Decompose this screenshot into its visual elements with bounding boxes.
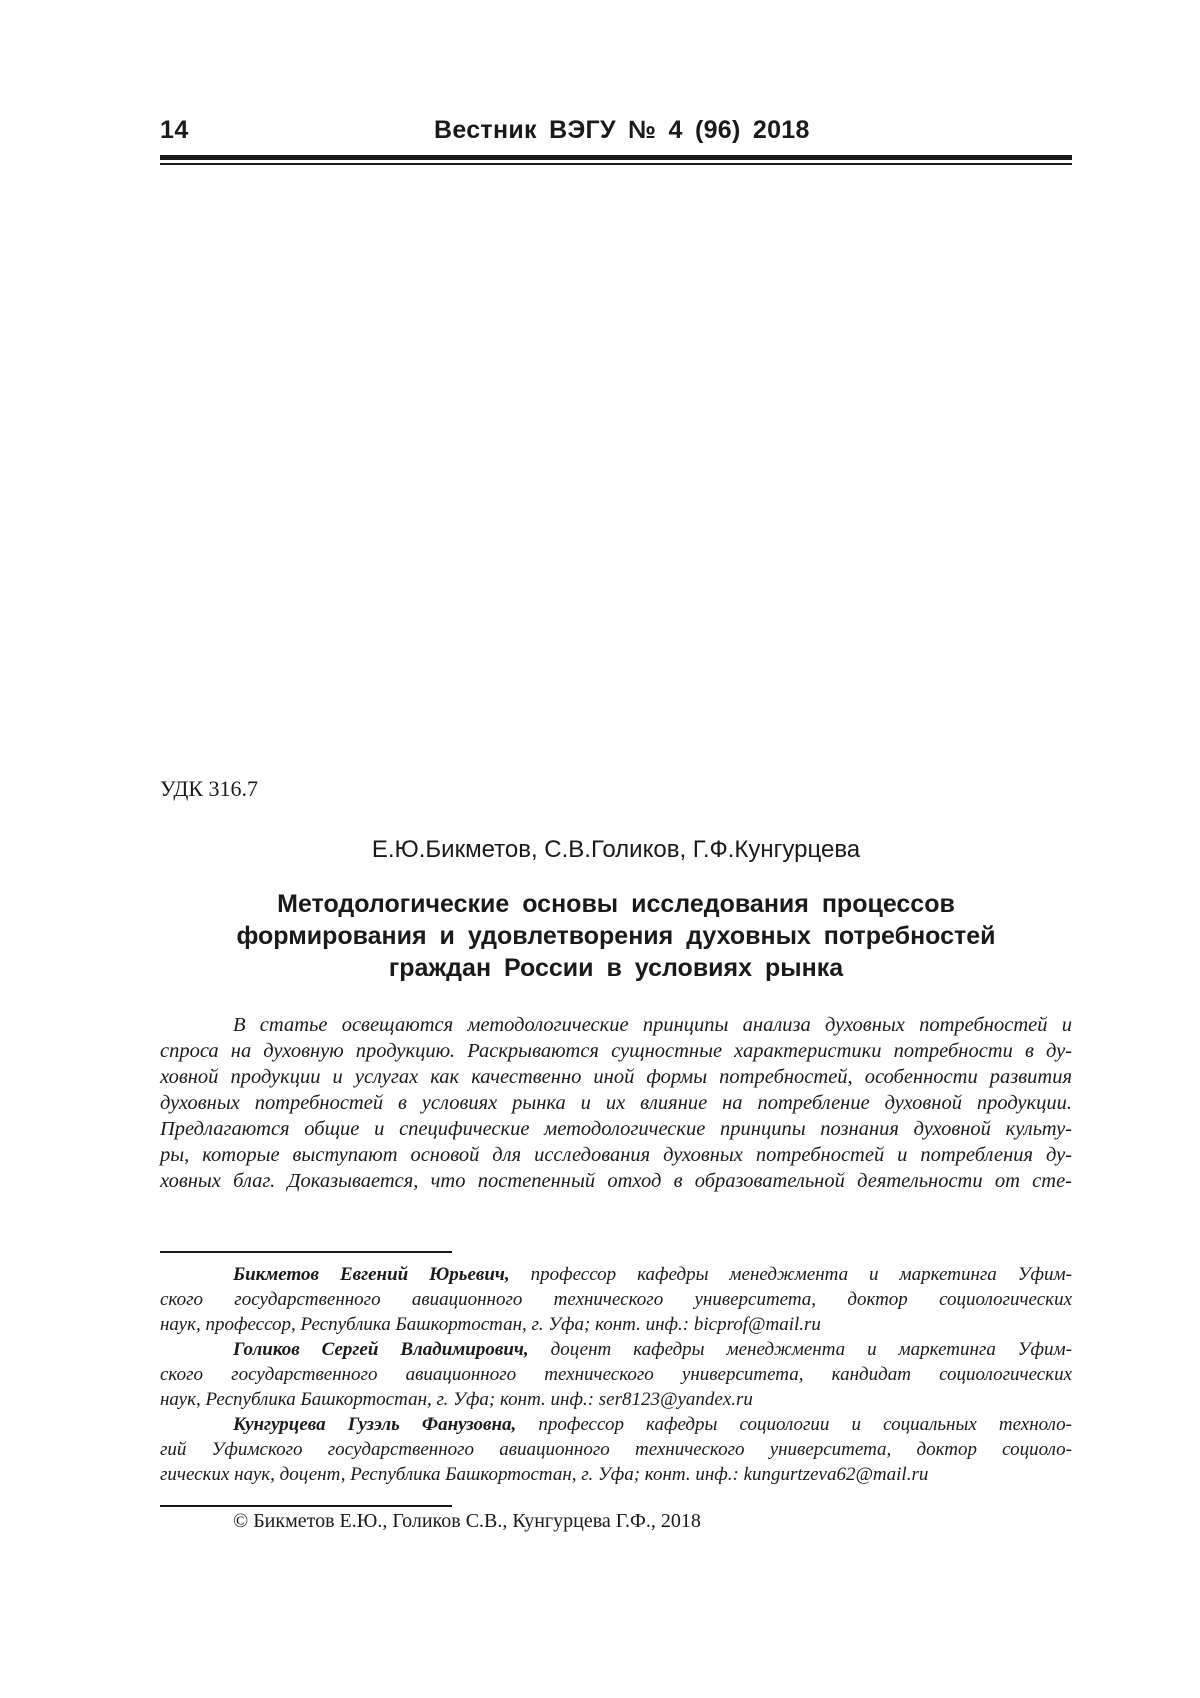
footnote-line <box>160 1412 1072 1437</box>
abstract-line: ры, которые выступают основой для исследования духовных потребностей и потребления ду- <box>160 1144 1072 1166</box>
footnote-line: наук, профессор, Республика Башкортостан, г. Уфа; конт. инф.: bicprof@mail.ru <box>160 1314 821 1335</box>
page-number: 14 <box>160 116 189 144</box>
footnote-line <box>160 1337 1072 1362</box>
footnote-author-name: Голиков Сергей Владимирович, <box>233 1339 529 1360</box>
footnote-author-name: Кунгурцева Гузэль Фанузовна, <box>233 1414 517 1435</box>
footnote-line: ского государственного авиационного технического университета, доктор социологических <box>160 1289 1072 1310</box>
udk-code: УДК 316.7 <box>160 776 259 801</box>
running-header <box>160 116 1072 156</box>
abstract-line: спроса на духовную продукцию. Раскрываются сущностные характеристики потребности в ду- <box>160 1040 1072 1062</box>
footnote-author-name: Бикметов Евгений Юрьевич, <box>233 1264 510 1285</box>
title-line: граждан России в условиях рынка <box>388 954 844 982</box>
article-abstract <box>160 1012 1072 1194</box>
title-line: формирования и удовлетворения духовных потребностей <box>236 922 996 950</box>
journal-title: Вестник ВЭГУ № 4 (96) 2018 <box>434 116 810 144</box>
footnote-text: профессор кафедры социологии и социальных техноло- <box>516 1414 1072 1435</box>
abstract-line: В статье освещаются методологические принципы анализа духовных потребностей и <box>233 1014 1072 1036</box>
abstract-line: ховной продукции и услугах как качественно иной формы потребностей, особенности развития <box>160 1066 1072 1088</box>
footnote-line: наук, Республика Башкортостан, г. Уфа; конт. инф.: ser8123@yandex.ru <box>160 1389 753 1410</box>
title-line: Методологические основы исследования процессов <box>277 890 955 918</box>
abstract-line: духовных потребностей в условиях рынка и их влияние на потребление духовной продукции. <box>160 1092 1072 1114</box>
header-rule-thin <box>160 163 1072 165</box>
footnote-line: гий Уфимского государственного авиационного технического университета, доктор социоло- <box>160 1439 1072 1460</box>
author-footnotes <box>160 1262 1072 1487</box>
footnote-line: ского государственного авиационного технического университета, кандидат социологических <box>160 1364 1072 1385</box>
footnote-separator <box>160 1251 452 1253</box>
footnote-text: профессор кафедры менеджмента и маркетинга Уфим- <box>509 1264 1072 1285</box>
article-title <box>160 888 1072 984</box>
article-authors: Е.Ю.Бикметов, С.В.Голиков, Г.Ф.Кунгурцева <box>371 836 861 863</box>
copyright-separator <box>160 1505 452 1507</box>
abstract-line: Предлагаются общие и специфические методологические принципы познания духовной культу- <box>160 1118 1072 1140</box>
footnote-line: гических наук, доцент, Республика Башкортостан, г. Уфа; конт. инф.: kungurtzeva62@mail.ru <box>160 1464 929 1485</box>
copyright-notice: © Бикметов Е.Ю., Голиков С.В., Кунгурцева Г.Ф., 2018 <box>233 1510 701 1532</box>
header-rule-thick <box>160 155 1072 160</box>
footnote-line <box>160 1262 1072 1287</box>
abstract-line: ховных благ. Доказывается, что постепенный отход в образовательной деятельности от сте- <box>160 1170 1072 1192</box>
footnote-text: доцент кафедры менеджмента и маркетинга Уфим- <box>528 1339 1072 1360</box>
